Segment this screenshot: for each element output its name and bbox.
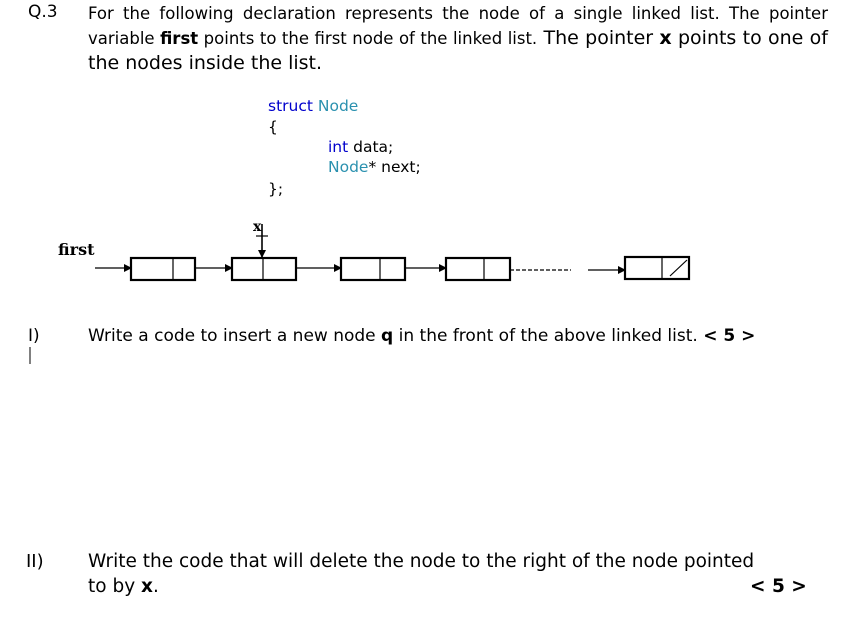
part-1-text-a: Write a code to insert a new node xyxy=(88,326,382,346)
part-2-line1: Write the code that will delete the node to the right of the node pointed xyxy=(88,551,755,572)
next-field: * next; xyxy=(368,158,421,176)
question-line1: For the following declaration represents the node of a single linked list. The pointer variable xyxy=(88,4,828,48)
question-line2b: points to one of the nodes inside the list. xyxy=(88,27,828,74)
node-type: Node xyxy=(328,158,369,176)
part-2-line2 xyxy=(88,576,159,597)
question-number: Q.3 xyxy=(28,2,58,22)
last-node-box xyxy=(625,257,689,279)
code-close-brace: }; xyxy=(268,180,284,198)
part-2-marks xyxy=(750,576,807,597)
struct-name: Node xyxy=(317,97,359,115)
part-1-text-b: in the front of the above linked list. xyxy=(393,326,704,346)
node-4-box xyxy=(446,258,510,280)
part-1-number: I) xyxy=(28,326,40,346)
node-2-box xyxy=(232,258,296,280)
part-2-text-b: to by xyxy=(88,576,142,597)
part-2-marks-value: < 5 > xyxy=(750,576,807,597)
part-1-text xyxy=(88,326,755,346)
part-1-marks: < 5 > xyxy=(703,326,756,346)
first-keyword: first xyxy=(160,29,199,48)
part-2-number: II) xyxy=(26,551,44,572)
int-keyword: int xyxy=(328,138,349,156)
question-line1b: points to the first node of the linked list. xyxy=(198,29,538,48)
x-pointer-label: x xyxy=(253,219,262,235)
data-field: data; xyxy=(348,138,394,156)
question-line2a: The pointer xyxy=(537,27,660,49)
struct-keyword: struct xyxy=(268,97,313,115)
first-pointer-label: first xyxy=(58,240,95,259)
q-keyword: q xyxy=(381,326,394,346)
part-2-x-keyword: x xyxy=(141,576,153,597)
node-1-box xyxy=(131,258,195,280)
x-keyword: x xyxy=(659,27,672,49)
null-slash xyxy=(670,260,687,276)
node-3-box xyxy=(341,258,405,280)
part-2-text-c: . xyxy=(152,576,159,597)
code-open-brace: { xyxy=(268,118,278,136)
